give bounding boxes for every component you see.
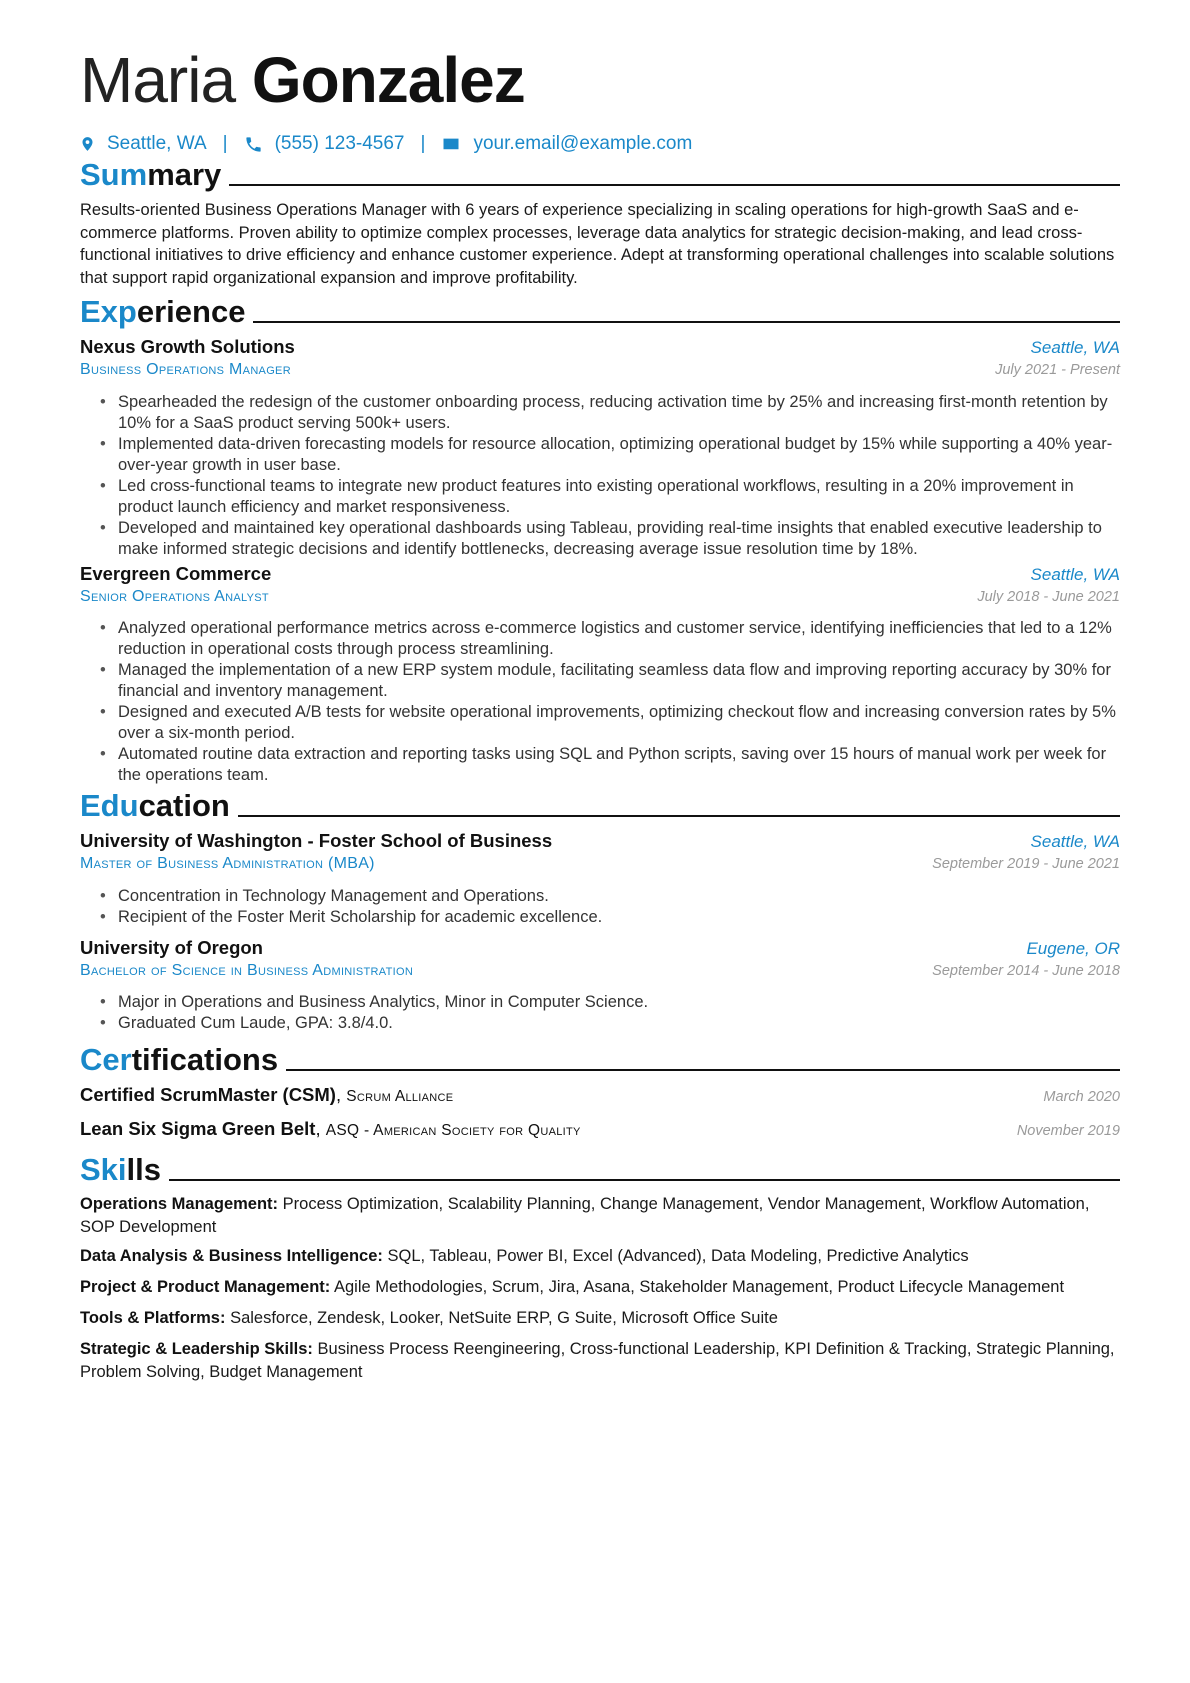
last-name: Gonzalez xyxy=(251,44,525,116)
location-text: Seattle, WA xyxy=(107,133,207,154)
heading-rest: mary xyxy=(147,157,222,192)
job-header xyxy=(80,336,1120,358)
list-item: • Designed and executed A/B tests for website operational improvements, optimizing checkout flow and increasing conversion rates by 5% over a six-month period. xyxy=(100,702,1120,744)
certification-date: November 2019 xyxy=(1016,1123,1120,1139)
summary-text: Results-oriented Business Operations Manager with 6 years of experience specializing in scaling operations for high-growth SaaS and e-commerce platforms. Proven ability to optimize complex processes, leverage data analytics for strategic decision-making, and lead cross-functional initiatives to drive efficiency and enhance customer experience. Adept at transforming operational challenges into scalable solutions that support rapid organizational expansion and improve profitability. xyxy=(80,201,1115,287)
map-pin-icon xyxy=(80,134,95,154)
heading-accent: Cer xyxy=(80,1042,132,1077)
job-dates: July 2018 - June 2021 xyxy=(977,589,1120,605)
skill-label: Data Analysis & Business Intelligence: xyxy=(80,1247,383,1265)
experience-heading xyxy=(80,293,1120,331)
school-dates: September 2019 - June 2021 xyxy=(932,856,1120,872)
list-item: • Implemented data-driven forecasting models for resource allocation, optimizing operational budget by 15% while supporting a 40% year-over-year growth in user base. xyxy=(100,434,1120,476)
skill-row xyxy=(80,1245,1120,1268)
certification-row: Lean Six Sigma Green Belt, ASQ - American Society for Quality November 2019 xyxy=(80,1118,1120,1139)
first-name: Maria xyxy=(80,44,236,116)
list-item: • Developed and maintained key operational dashboards using Tableau, providing real-time insights that enabled executive leadership to make informed strategic decisions and identify bottlenecks, decreasing average issue resolution time by 18%. xyxy=(100,518,1120,560)
school-header xyxy=(80,830,1120,852)
list-item: • Managed the implementation of a new ERP system module, facilitating seamless data flow and improving reporting accuracy by 30% for financial and inventory management. xyxy=(100,660,1120,702)
list-item: • Major in Operations and Business Analytics, Minor in Computer Science. xyxy=(100,992,1120,1013)
school-location: Eugene, OR xyxy=(1026,939,1120,958)
skills-heading xyxy=(80,1151,1120,1189)
skill-label: Operations Management: xyxy=(80,1195,279,1213)
heading-rest: lls xyxy=(126,1152,161,1187)
heading-rest: tifications xyxy=(131,1042,279,1077)
company-name: Nexus Growth Solutions xyxy=(80,336,295,357)
list-item: • Analyzed operational performance metrics across e-commerce logistics and customer service, identifying inefficiencies that led to a 12% reduction in operational costs through process streamlining. xyxy=(100,618,1120,660)
school-location: Seattle, WA xyxy=(1030,832,1120,851)
degree: Master of Business Administration (MBA) xyxy=(80,855,375,872)
list-item: • Graduated Cum Laude, GPA: 3.8/4.0. xyxy=(100,1013,1120,1034)
degree: Bachelor of Science in Business Administration xyxy=(80,962,414,979)
skill-items: Salesforce, Zendesk, Looker, NetSuite ERP, G Suite, Microsoft Office Suite xyxy=(230,1309,778,1327)
skill-label: Strategic & Leadership Skills: xyxy=(80,1340,313,1358)
school-subheader xyxy=(80,855,1120,873)
job-location: Seattle, WA xyxy=(1030,565,1120,584)
certification-name: Certified ScrumMaster (CSM) xyxy=(80,1084,336,1105)
heading-rest: erience xyxy=(136,294,246,329)
school-subheader xyxy=(80,962,1120,980)
heading-rule xyxy=(286,1069,1120,1071)
list-item: • Automated routine data extraction and reporting tasks using SQL and Python scripts, saving over 15 hours of manual work per week for the operations team. xyxy=(100,744,1120,786)
separator: | xyxy=(420,133,426,154)
heading-rule xyxy=(253,321,1120,323)
heading-accent: Sum xyxy=(80,157,148,192)
job-subheader xyxy=(80,588,1120,606)
skill-row xyxy=(80,1307,1120,1330)
skill-row xyxy=(80,1193,1120,1238)
heading-accent: Edu xyxy=(80,788,139,823)
phone-icon xyxy=(244,135,263,154)
skill-items: Agile Methodologies, Scrum, Jira, Asana, Stakeholder Management, Product Lifecycle Management xyxy=(333,1278,1065,1296)
heading-rule xyxy=(238,815,1120,817)
skill-row xyxy=(80,1276,1120,1299)
education-heading xyxy=(80,787,1120,825)
heading-accent: Exp xyxy=(80,294,137,329)
heading-accent: Ski xyxy=(80,1152,127,1187)
skill-label: Project & Product Management: xyxy=(80,1278,331,1296)
school-bullets xyxy=(100,886,1120,928)
certification-name: Lean Six Sigma Green Belt xyxy=(80,1118,316,1139)
candidate-name xyxy=(80,40,525,120)
school-bullets xyxy=(100,992,1120,1034)
skill-items: SQL, Tableau, Power BI, Excel (Advanced), Data Modeling, Predictive Analytics xyxy=(387,1247,969,1265)
company-name: Evergreen Commerce xyxy=(80,563,272,584)
job-subheader xyxy=(80,361,1120,379)
phone-text: (555) 123-4567 xyxy=(274,133,405,154)
certification-issuer: ASQ - American Society for Quality xyxy=(325,1122,581,1139)
heading-rest: cation xyxy=(138,788,230,823)
school-header xyxy=(80,937,1120,959)
certifications-heading xyxy=(80,1041,1120,1079)
certification-date: March 2020 xyxy=(1043,1089,1120,1105)
job-bullets xyxy=(100,618,1120,786)
job-title: Business Operations Manager xyxy=(80,361,291,378)
list-item: • Recipient of the Foster Merit Scholarship for academic excellence. xyxy=(100,907,1120,928)
job-bullets xyxy=(100,392,1120,560)
envelope-icon xyxy=(441,135,461,153)
summary-heading xyxy=(80,156,1120,194)
list-item: • Spearheaded the redesign of the customer onboarding process, reducing activation time by 25% and increasing first-month retention by 10% for a SaaS product serving 500k+ users. xyxy=(100,392,1120,434)
heading-rule xyxy=(229,184,1120,186)
contact-line xyxy=(80,133,692,155)
certification-row: Certified ScrumMaster (CSM), Scrum Alliance March 2020 xyxy=(80,1084,1120,1105)
job-title: Senior Operations Analyst xyxy=(80,588,269,605)
job-dates: July 2021 - Present xyxy=(995,362,1120,378)
skill-label: Tools & Platforms: xyxy=(80,1309,226,1327)
list-item: • Led cross-functional teams to integrate new product features into existing operational workflows, resulting in a 20% improvement in product launch efficiency and market responsiveness. xyxy=(100,476,1120,518)
skill-items: Business Process Reengineering, Cross-functional Leadership, KPI Definition & Tracking, Strategic Planning, Problem Solving, Budget Management xyxy=(80,1340,1115,1381)
school-dates: September 2014 - June 2018 xyxy=(932,963,1120,979)
school-name: University of Oregon xyxy=(80,937,263,958)
skill-row xyxy=(80,1338,1120,1383)
list-item: • Concentration in Technology Management and Operations. xyxy=(100,886,1120,907)
skill-items: Process Optimization, Scalability Planning, Change Management, Vendor Management, Workflow Automation, SOP Development xyxy=(80,1195,1090,1236)
school-name: University of Washington - Foster School of Business xyxy=(80,830,553,851)
certification-issuer: Scrum Alliance xyxy=(346,1088,454,1105)
job-location: Seattle, WA xyxy=(1030,338,1120,357)
heading-rule xyxy=(169,1179,1120,1181)
email-link[interactable]: your.email@example.com xyxy=(473,133,693,154)
separator: | xyxy=(222,133,228,154)
job-header xyxy=(80,563,1120,585)
